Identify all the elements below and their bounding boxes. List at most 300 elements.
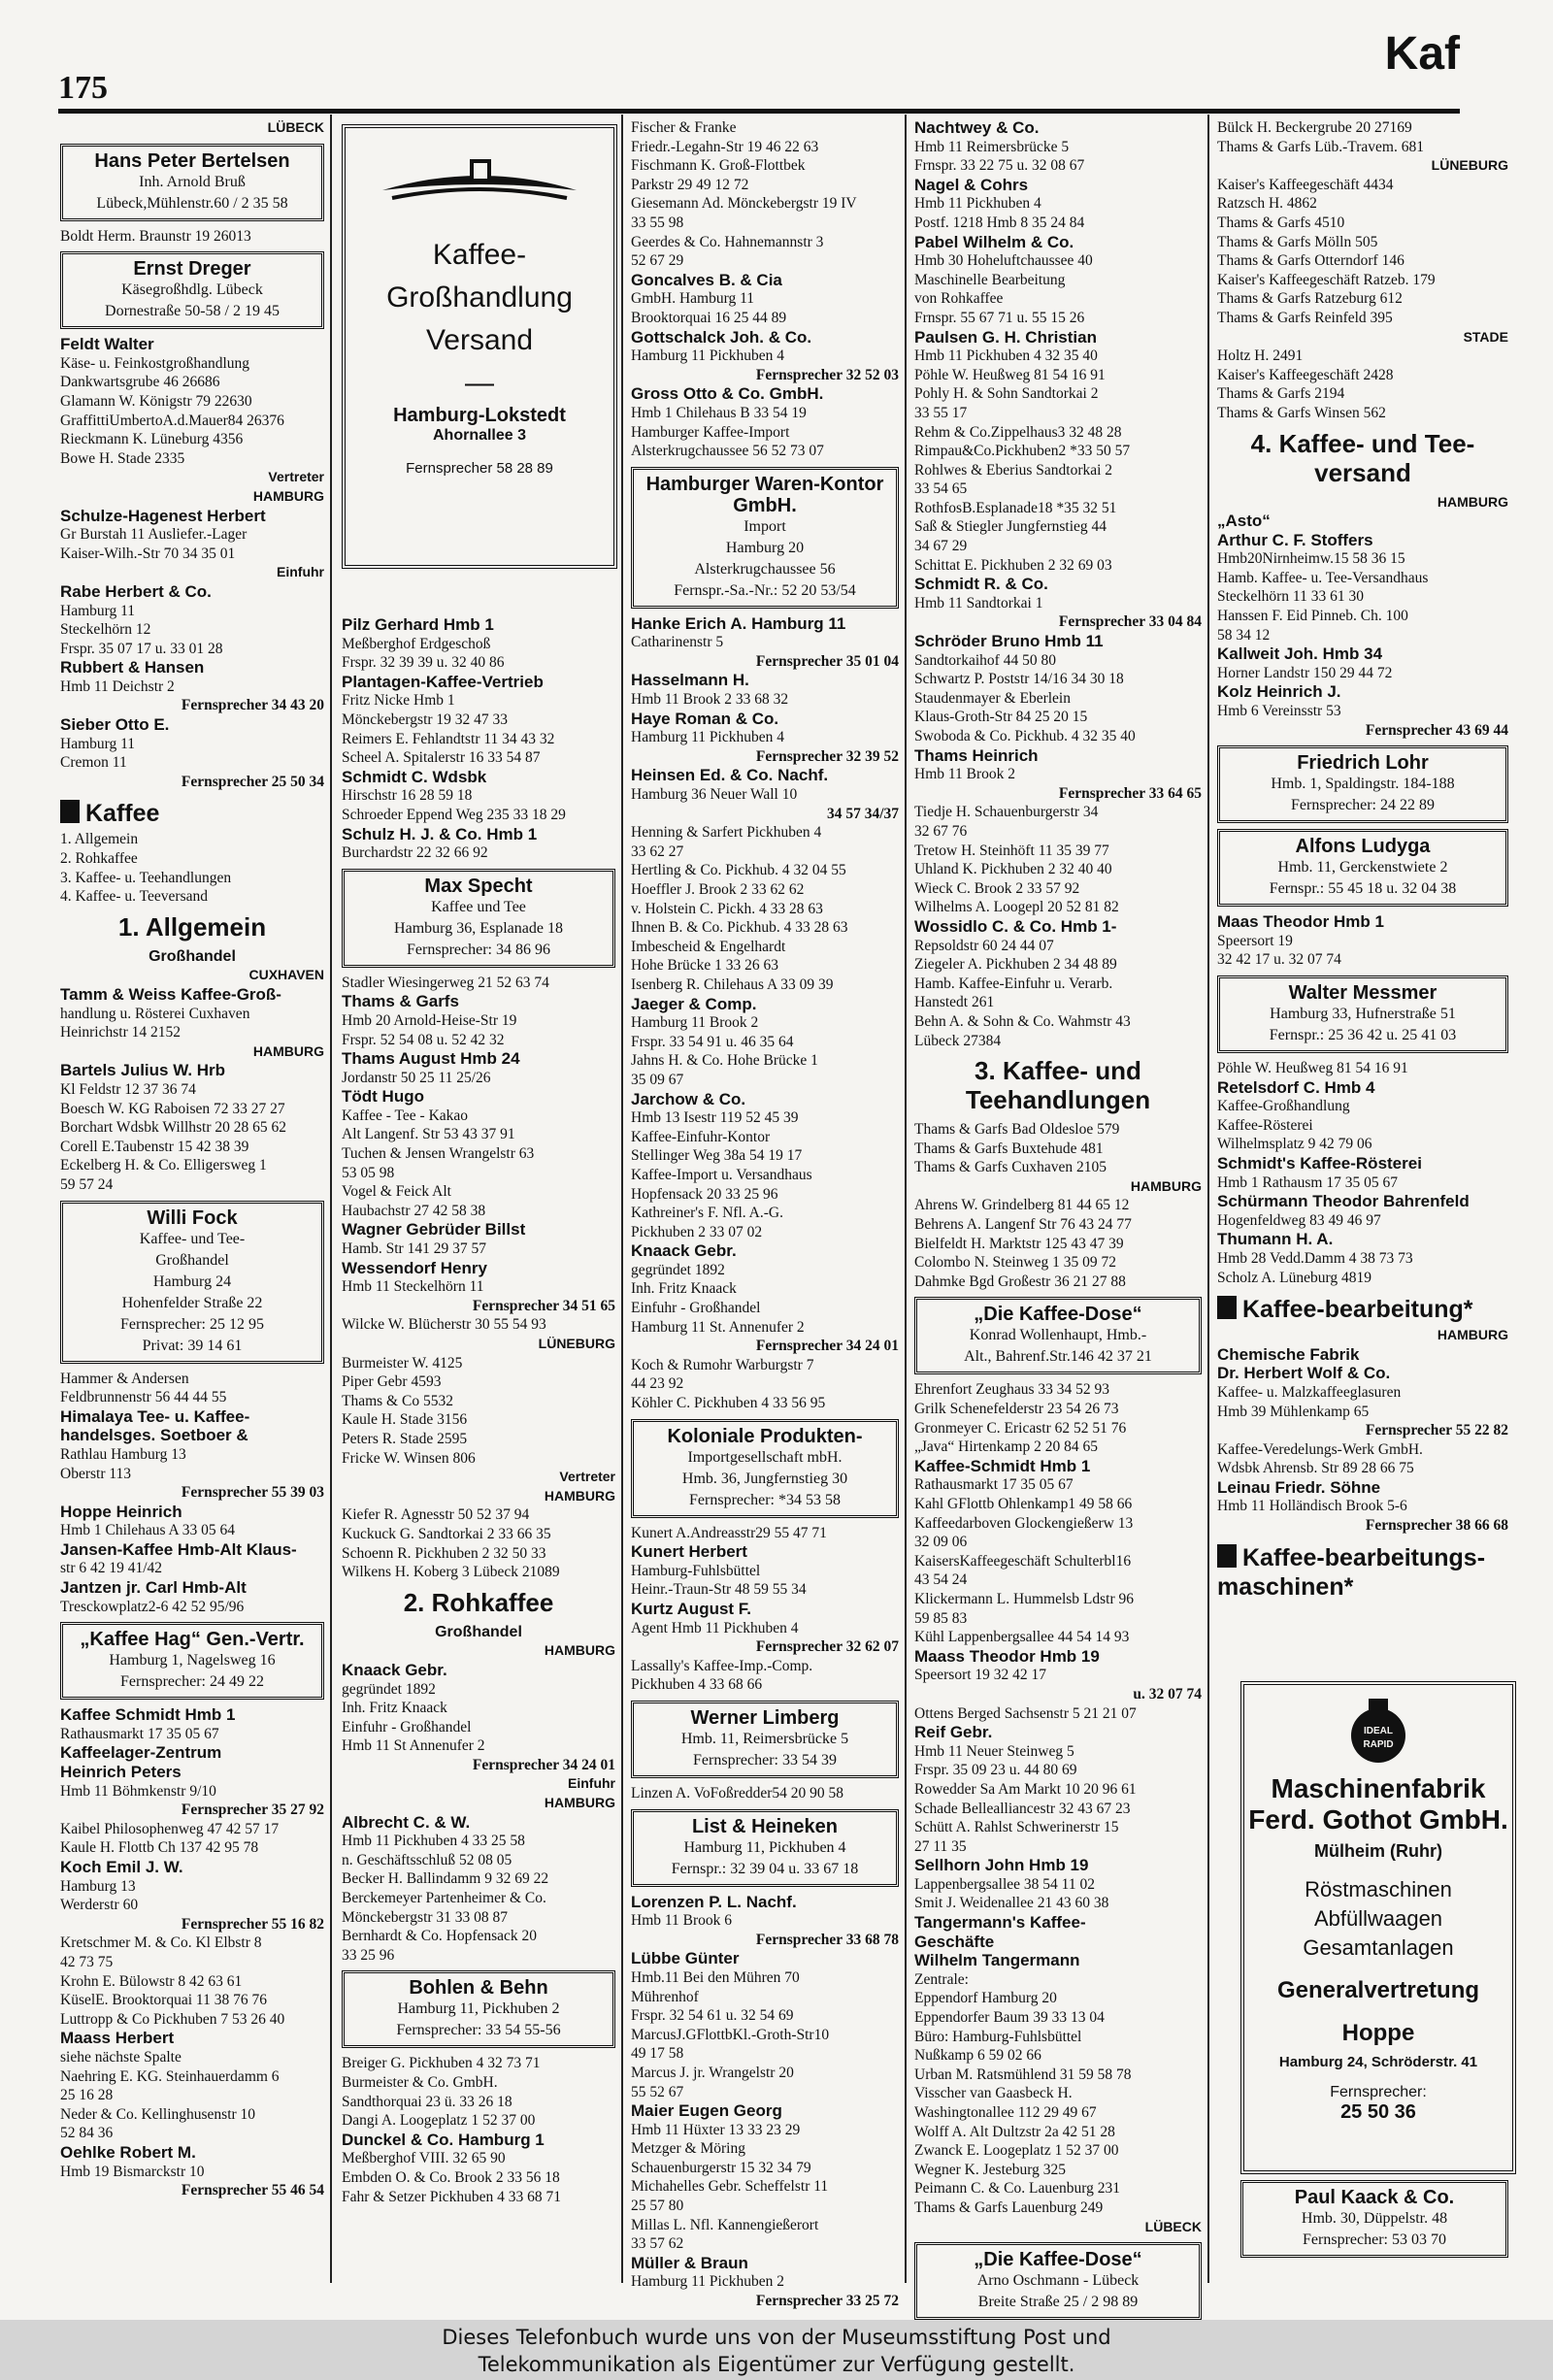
box-title: Friedrich Lohr — [1297, 752, 1429, 775]
box-line: Käsegroßhdlg. Lübeck — [121, 281, 263, 299]
box-line: Inh. Arnold Bruß — [139, 173, 246, 190]
listing-line: Inh. Fritz Knaack — [342, 1700, 447, 1717]
listing-line: Kaibel Philosophenweg 47 42 57 17 — [60, 1820, 280, 1837]
listing-name: Goncalves B. & Cia — [631, 270, 782, 289]
listing-line: Kaiser's Kaffeegeschäft 2428 — [1217, 366, 1394, 383]
listing-line: Wilhelmsplatz 9 42 79 06 — [1217, 1136, 1372, 1153]
box-line: Fernsprecher: 24 49 22 — [120, 1673, 264, 1691]
place-heading: LÜNEBURG — [1431, 157, 1508, 174]
listing-line: Kahl GFlottb Ohlenkamp1 49 58 66 — [914, 1496, 1133, 1512]
listing-line: 33 57 62 — [631, 2235, 684, 2253]
listing-name: handelsges. Soetboer & — [60, 1426, 248, 1445]
ad-company: Ferd. Gothot GmbH. — [1248, 1804, 1508, 1835]
listing-line: Frspr. 35 07 17 u. 33 01 28 — [60, 640, 223, 657]
listing-line: 25 16 28 — [60, 2087, 114, 2104]
listing-line: 44 23 92 — [631, 1375, 684, 1393]
listing-line: Ihnen B. & Co. Pickhub. 4 33 28 63 — [631, 919, 848, 937]
subsection-heading: 4. Kaffee- und Tee-versand — [1250, 428, 1475, 487]
box-line: Hmb. 11, Reimersbrücke 5 — [680, 1730, 849, 1747]
listing-line: Speersort 19 — [1217, 932, 1293, 949]
listing-line: Hmb 11 Pickhuben 4 32 35 40 — [914, 347, 1098, 365]
listing-line: Ratzsch H. 4862 — [1217, 195, 1317, 213]
listing-line: Hmb 20 Arnold-Heise-Str 19 — [342, 1011, 517, 1029]
listing-name: Tödt Hugo — [342, 1087, 424, 1107]
place-heading: HAMBURG — [252, 487, 324, 504]
listing-line: siehe nächste Spalte — [60, 2048, 182, 2066]
box-title: Willi Fock — [147, 1207, 238, 1229]
listing-line: Corell E.Taubenstr 15 42 38 39 — [60, 1138, 249, 1155]
listing-line: GmbH. Hamburg 11 — [631, 290, 755, 308]
listing-name: Kaffee-Schmidt Hmb 1 — [914, 1456, 1091, 1475]
phone-line: Fernsprecher 34 51 65 — [472, 1297, 615, 1314]
box-line: Hamburg 36, Esplanade 18 — [394, 919, 563, 937]
listing-line: Urban M. Ratsmühlend 31 59 58 78 — [914, 2066, 1132, 2083]
place-heading: HAMBURG — [252, 1042, 324, 1059]
listing-line: Meßberghof VIII. 32 65 90 — [342, 2150, 506, 2167]
ideal-rapid-logo-icon — [1343, 1697, 1413, 1767]
listing-name: Albrecht C. & W. — [342, 1812, 471, 1832]
listing-name: Leinau Friedr. Söhne — [1217, 1477, 1381, 1497]
column-1 — [60, 118, 324, 2293]
listing-line: Ahrens W. Grindelberg 81 44 65 12 — [914, 1197, 1130, 1214]
listing-name: Knaack Gebr. — [631, 1241, 737, 1261]
listing-name: Schulz H. J. & Co. Hmb 1 — [342, 824, 538, 843]
listing-name: Geschäfte — [914, 1932, 995, 1951]
listing-name: Lorenzen P. L. Nachf. — [631, 1892, 797, 1911]
listing-line: Hmb 6 Vereinsstr 53 — [1217, 703, 1341, 720]
listing-line: Hogenfeldweg 83 49 46 97 — [1217, 1211, 1381, 1229]
column-divider — [621, 115, 623, 2283]
listing-line: Neder & Co. Kellinghusenstr 10 — [60, 2105, 256, 2123]
listing-line: Kaffee - Tee - Kakao — [342, 1107, 469, 1124]
listing-line: Klaus-Groth-Str 84 25 20 15 — [914, 709, 1088, 726]
listing-box — [342, 1970, 615, 2048]
listing-line: Hamburg 11 St. Annenufer 2 — [631, 1318, 805, 1336]
listing-line: Repsoldstr 60 24 44 07 — [914, 937, 1054, 954]
listing-line: Kunert A.Andreasstr29 55 47 71 — [631, 1524, 827, 1541]
listing-line: 32 09 06 — [914, 1534, 968, 1551]
listing-line: Hmb 30 Hoheluftchaussee 40 — [914, 252, 1093, 270]
listing-line: Dangi A. Loogeplatz 1 52 37 00 — [342, 2112, 536, 2130]
listing-line: Nußkamp 6 59 02 66 — [914, 2047, 1041, 2065]
listing-line: Mönckebergstr 31 33 08 87 — [342, 1908, 509, 1926]
listing-line: Kaffee-Import u. Versandhaus — [631, 1166, 812, 1183]
listing-line: Hmb 11 Steckelhörn 11 — [342, 1278, 484, 1296]
ad-line: Versand — [425, 324, 534, 356]
listing-name: Chemische Fabrik — [1217, 1344, 1360, 1364]
box-title: Hans Peter Bertelsen — [94, 149, 290, 172]
listing-line: von Rohkaffee — [914, 290, 1004, 308]
listing-line: Hmb 11 Brook 6 — [631, 1912, 733, 1930]
column-divider — [1207, 115, 1209, 2283]
column-5 — [1217, 118, 1508, 1677]
listing-name: Kallweit Joh. Hmb 34 — [1217, 645, 1383, 664]
box-title: Hamburger Waren-Kontor GmbH. — [645, 473, 884, 516]
listing-name: Schmidt R. & Co. — [914, 575, 1048, 594]
listing-name: Tangermann's Kaffee- — [914, 1913, 1086, 1933]
ad-line: Großhandlung — [386, 281, 573, 314]
listing-name: Schröder Bruno Hmb 11 — [914, 632, 1104, 651]
listing-line: Catharinenstr 5 — [631, 634, 724, 651]
listing-name: Hasselmann H. — [631, 671, 749, 690]
phone-line: Fernsprecher 34 24 01 — [472, 1756, 615, 1773]
listing-line: Eckelberg H. & Co. Elligersweg 1 — [60, 1157, 267, 1174]
phone-line: Fernsprecher 25 50 34 — [181, 773, 324, 790]
listing-line: Frspr. 32 54 61 u. 32 54 69 — [631, 2007, 794, 2025]
listing-line: Hamburg 11 Brook 2 — [631, 1014, 759, 1032]
listing-line: Hmb 39 Mühlenkamp 65 — [1217, 1403, 1370, 1420]
place-heading: HAMBURG — [1130, 1177, 1202, 1194]
listing-line: Kaiser's Kaffeegeschäft Ratzeb. 179 — [1217, 271, 1436, 288]
ad-phone: Fernsprecher 58 28 89 — [406, 460, 553, 477]
listing-line: Kretschmer M. & Co. Kl Elbstr 8 — [60, 1934, 262, 1952]
listing-line: Inh. Fritz Knaack — [631, 1280, 737, 1298]
listing-line: Hmb 1 Chilehaus A 33 05 64 — [60, 1522, 235, 1539]
listing-line: Feldbrunnenstr 56 44 44 55 — [60, 1389, 227, 1406]
listing-line: Thams & Garfs Bad Oldesloe 579 — [914, 1121, 1120, 1139]
listing-line: Thams & Co 5532 — [342, 1392, 453, 1409]
listing-line: Naehring E. KG. Steinhauerdamm 6 — [60, 2067, 280, 2085]
listing-line: Fischer & Franke — [631, 119, 737, 136]
listing-line: Thams & Garfs Buxtehude 481 — [914, 1140, 1104, 1157]
place-heading: Vertreter — [559, 1469, 615, 1485]
box-line: Fernspr.-Sa.-Nr.: 52 20 53/54 — [674, 581, 856, 599]
listing-line: Thams & Garfs Otterndorf 146 — [1217, 252, 1404, 270]
listing-line: Hamburg 11 — [60, 602, 136, 619]
svg-text:RAPID: RAPID — [1363, 1739, 1394, 1750]
listing-line: 42 73 75 — [60, 1953, 114, 1970]
listing-line: Klickermann L. Hummelsb Ldstr 96 — [914, 1590, 1134, 1607]
phone-line: Fernsprecher 34 43 20 — [181, 697, 324, 714]
section-heading-text: Kaffee-bearbeitung* — [1242, 1296, 1473, 1324]
phone-line: Fernsprecher 35 01 04 — [755, 652, 899, 670]
listing-box — [60, 251, 324, 329]
listing-line: Hmb 19 Bismarckstr 10 — [60, 2163, 205, 2180]
svg-text:IDEAL: IDEAL — [1364, 1726, 1393, 1736]
listing-name: Kaffeelager-Zentrum — [60, 1743, 222, 1763]
listing-line: Hohe Brücke 1 33 26 63 — [631, 957, 778, 975]
listing-line: Mönckebergstr 19 32 47 33 — [342, 711, 509, 728]
listing-line: 55 52 67 — [631, 2083, 684, 2100]
listing-box — [60, 144, 324, 221]
section-heading — [1217, 1295, 1508, 1324]
listing-line: Vogel & Feick Alt — [342, 1183, 451, 1201]
subsection-label: Großhandel — [435, 1623, 522, 1640]
listing-line: Kaiser's Kaffeegeschäft 4434 — [1217, 176, 1394, 193]
listing-line: Tresckowplatz2-6 42 52 95/96 — [60, 1598, 245, 1615]
listing-line: Kaiser-Wilh.-Str 70 34 35 01 — [60, 545, 236, 562]
listing-line: Jahns H. & Co. Hohe Brücke 1 — [631, 1052, 818, 1070]
listing-line: Wolff A. Alt Dultzstr 2a 42 51 28 — [914, 2123, 1115, 2140]
listing-line: Cremon 11 — [60, 754, 127, 772]
listing-line: Rathausmarkt 17 35 05 67 — [60, 1725, 219, 1742]
box-title: Bohlen & Behn — [409, 1977, 548, 2000]
listing-line: Jordanstr 50 25 11 25/26 — [342, 1069, 491, 1086]
listing-name: Heinrich Peters — [60, 1763, 182, 1782]
listing-line: Frnspr. 55 67 71 u. 55 15 26 — [914, 309, 1085, 326]
box-line: Hmb. 1, Spaldingstr. 184-188 — [1271, 776, 1455, 793]
listing-box — [631, 467, 899, 609]
listing-name: Maas Theodor Hmb 1 — [1217, 912, 1384, 932]
listing-line: Kuckuck G. Sandtorkai 2 33 66 35 — [342, 1525, 551, 1542]
listing-line: Kühl Lappenbergsallee 44 54 14 93 — [914, 1629, 1130, 1646]
listing-line: Köhler C. Pickhuben 4 33 56 95 — [631, 1395, 826, 1412]
listing-line: Alt Langenf. Str 53 43 37 91 — [342, 1126, 515, 1143]
listing-line: Tuchen & Jensen Wrangelstr 63 — [342, 1145, 535, 1163]
listing-name: Feldt Walter — [60, 335, 154, 354]
box-title: Walter Messmer — [1288, 982, 1437, 1004]
listing-line: Brooktorquai 16 25 44 89 — [631, 309, 787, 326]
place-heading: LÜBECK — [267, 119, 324, 135]
listing-line: Gronmeyer C. Ericastr 62 52 51 76 — [914, 1419, 1127, 1437]
listing-box — [1217, 975, 1508, 1053]
listing-line: Hmb 11 Pickhuben 4 — [914, 195, 1041, 213]
box-line: Dornestraße 50-58 / 2 19 45 — [105, 303, 280, 320]
box-line: Fernspr.: 32 39 04 u. 33 67 18 — [671, 1860, 859, 1877]
box-line: Hamburg 20 — [725, 539, 805, 556]
listing-name: Haye Roman & Co. — [631, 709, 779, 728]
column-divider — [330, 115, 332, 2283]
box-title: „Die Kaffee-Dose“ — [974, 2249, 1142, 2271]
listing-line: Giesemann Ad. Mönckebergstr 19 IV — [631, 195, 857, 213]
listing-line: Hanssen F. Eid Pinneb. Ch. 100 — [1217, 608, 1408, 625]
listing-line: Pöhle W. Heußweg 81 54 16 91 — [1217, 1060, 1408, 1076]
listing-name: Kunert Herbert — [631, 1542, 747, 1562]
ad-company: Maschinenfabrik — [1271, 1773, 1486, 1803]
listing-line: Luttropp & Co Pickhuben 7 53 26 40 — [60, 2010, 285, 2028]
ad-address: Hamburg 24, Schröderstr. 41 — [1278, 2054, 1478, 2070]
listing-line: Thams & Garfs Lüb.-Travem. 681 — [1217, 138, 1424, 155]
listing-line: Kaffee-Rösterei — [1217, 1116, 1313, 1134]
column-divider — [905, 115, 907, 2283]
phone-line: Fernsprecher 43 69 44 — [1365, 721, 1508, 739]
listing-line: Visscher van Gaasbeck H. — [914, 2085, 1073, 2102]
listing-line: Hmb 11 St Annenufer 2 — [342, 1737, 485, 1755]
listing-line: Kaule H. Stade 3156 — [342, 1411, 468, 1429]
listing-line: Tiedje H. Schauenburgerstr 34 — [914, 804, 1099, 821]
listing-line: Kathreiner's F. Nfl. A.-G. — [631, 1205, 783, 1222]
phone-line: Fernsprecher 55 46 54 — [181, 2182, 324, 2199]
listing-line: „Java“ Hirtenkamp 2 20 84 65 — [914, 1438, 1098, 1456]
listing-name: Wagner Gebrüder Billst — [342, 1220, 526, 1240]
listing-name: Jantzen jr. Carl Hmb-Alt — [60, 1578, 247, 1598]
listing-line: MarcusJ.GFlottbKl.-Groth-Str10 — [631, 2026, 830, 2043]
box-line: Breite Straße 25 / 2 98 89 — [977, 2294, 1139, 2311]
listing-line: Sandthorquai 23 ü. 33 26 18 — [342, 2093, 512, 2110]
listing-name: Sieber Otto E. — [60, 715, 170, 735]
listing-line: Wdsbk Ahrensb. Str 89 28 66 75 — [1217, 1460, 1414, 1477]
listing-line: Käse- u. Feinkostgroßhandlung — [60, 354, 250, 372]
listing-line: GraffittiUmbertoA.d.Mauer84 26376 — [60, 412, 284, 429]
listing-line: Frspr. 52 54 08 u. 52 42 32 — [342, 1031, 505, 1048]
box-line: Alsterkrugchaussee 56 — [694, 560, 836, 578]
listing-line: 33 55 98 — [631, 214, 684, 231]
listing-line: Thams & Garfs Reinfeld 395 — [1217, 309, 1393, 326]
ad-representation: Generalvertretung — [1276, 1977, 1480, 2003]
listing-line: 33 62 27 — [631, 843, 684, 860]
listing-line: Colombo N. Steinweg 1 35 09 72 — [914, 1254, 1116, 1272]
listing-line: Dankwartsgrube 46 26686 — [60, 374, 220, 391]
listing-line: Wilcke W. Blücherstr 30 55 54 93 — [342, 1316, 546, 1334]
ad-dash: — — [465, 367, 494, 399]
box-line: Hmb. 36, Jungfernstieg 30 — [681, 1470, 848, 1487]
listing-line: Hamburg 13 — [60, 1877, 136, 1895]
listing-line: Maschinelle Bearbeitung — [914, 271, 1066, 288]
ad-phone-label: Fernsprecher: — [1330, 2084, 1427, 2100]
listing-line: Behrens A. Langenf Str 76 43 24 77 — [914, 1216, 1132, 1234]
listing-line: Washingtonallee 112 29 49 67 — [914, 2104, 1097, 2121]
box-line: Großhandel — [155, 1251, 229, 1269]
listing-name: Gottschalck Joh. & Co. — [631, 327, 812, 347]
listing-line: Fritz Nicke Hmb 1 — [342, 692, 455, 710]
listing-line: Zentrale: — [914, 1970, 969, 1988]
listing-line: Kaffee- u. Malzkaffeeglasuren — [1217, 1383, 1402, 1401]
listing-line: Holtz H. 2491 — [1217, 347, 1304, 365]
listing-name: Maier Eugen Georg — [631, 2101, 782, 2121]
listing-name: Thams & Garfs — [342, 992, 459, 1011]
place-heading: HAMBURG — [544, 1642, 615, 1659]
listing-line: Schauenburgerstr 15 32 34 79 — [631, 2159, 811, 2176]
listing-name: Maass Herbert — [60, 2029, 175, 2048]
phone-line: Fernsprecher 32 62 07 — [755, 1638, 899, 1656]
listing-name: Wilhelm Tangermann — [914, 1951, 1080, 1970]
ad-representation: Hoppe — [1341, 2020, 1415, 2046]
listing-line: Hamburg 11 Pickhuben 4 — [631, 729, 784, 746]
listing-line: Burmeister W. 4125 — [342, 1354, 463, 1372]
column-4 — [914, 118, 1202, 2311]
listing-line: 1. Allgemein — [60, 831, 139, 848]
subsection-heading: 2. Rohkaffee — [403, 1587, 554, 1617]
listing-line: 4. Kaffee- u. Teeversand — [60, 888, 208, 906]
listing-name: Jansen-Kaffee Hmb-Alt Klaus- — [60, 1539, 297, 1559]
listing-line: gegründet 1892 — [631, 1261, 725, 1278]
listing-line: Staudenmayer & Eberlein — [914, 689, 1071, 707]
place-heading: HAMBURG — [1437, 493, 1508, 510]
box-title: Ernst Dreger — [133, 258, 251, 281]
place-heading: Einfuhr — [277, 564, 324, 580]
listing-line: Scholz A. Lüneburg 4819 — [1217, 1269, 1372, 1286]
listing-box — [914, 1297, 1202, 1374]
box-title: Alfons Ludyga — [1295, 836, 1431, 858]
listing-line: Kl Feldstr 12 37 36 74 — [60, 1080, 196, 1098]
box-line: Konrad Wollenhaupt, Hmb.- — [969, 1327, 1147, 1344]
listing-line: Rieckmann K. Lüneburg 4356 — [60, 431, 244, 448]
box-line: Hamburg 24 — [152, 1273, 232, 1290]
listing-line: Marcus J. jr. Wrangelstr 20 — [631, 2064, 794, 2081]
listing-line: Hmb 11 Sandtorkai 1 — [914, 594, 1043, 612]
listing-line: 52 84 36 — [60, 2125, 114, 2142]
phone-line: Fernsprecher 55 22 82 — [1365, 1422, 1508, 1439]
listing-line: Hmb 11 Neuer Steinweg 5 — [914, 1742, 1074, 1760]
listing-line: Hmb 11 Böhmkenstr 9/10 — [60, 1782, 216, 1800]
listing-line: 33 54 65 — [914, 480, 968, 498]
listing-line: Behn A. & Sohn & Co. Wahmstr 43 — [914, 1012, 1131, 1030]
box-line: Fernsprecher: 33 54 55-56 — [396, 2022, 561, 2039]
listing-line: Hmb 11 Holländisch Brook 5-6 — [1217, 1498, 1407, 1515]
listing-line: Millas L. Nfl. Kannengießerort — [631, 2216, 819, 2233]
ad-street: Ahornallee 3 — [432, 427, 527, 444]
listing-line: Frnspr. 33 22 75 u. 32 08 67 — [914, 157, 1085, 175]
listing-line: Hmb 13 Isestr 119 52 45 39 — [631, 1109, 799, 1127]
listing-name: Heinsen Ed. & Co. Nachf. — [631, 766, 829, 785]
box-line: Hamburg 11, Pickhuben 4 — [683, 1838, 846, 1856]
listing-line: Hamburg 11 Pickhuben 4 — [631, 347, 784, 365]
listing-line: handlung u. Rösterei Cuxhaven — [60, 1005, 250, 1022]
listing-line: Meßberghof Erdgeschoß — [342, 635, 491, 652]
listing-line: Hmb20Nirnheimw.15 58 36 15 — [1217, 550, 1405, 568]
listing-line: Thams & Garfs Mölln 505 — [1217, 233, 1378, 250]
listing-line: 32 67 76 — [914, 822, 968, 840]
listing-name: Schmidt C. Wdsbk — [342, 767, 487, 786]
listing-line: Wilkens H. Koberg 3 Lübeck 21089 — [342, 1564, 560, 1581]
listing-line: Rathausmarkt 17 35 05 67 — [914, 1476, 1074, 1494]
phone-line: Fernsprecher 38 66 68 — [1365, 1517, 1508, 1535]
subsection-label: Großhandel — [149, 947, 236, 965]
archive-notice-line: Dieses Telefonbuch wurde uns von der Museumsstiftung Post und — [442, 2326, 1111, 2349]
listing-line: Hirschstr 16 28 59 18 — [342, 787, 473, 805]
listing-line: Postf. 1218 Hmb 8 35 24 84 — [914, 214, 1085, 231]
subsection-heading: 3. Kaffee- und Teehandlungen — [965, 1056, 1151, 1115]
place-heading: STADE — [1463, 328, 1508, 345]
listing-line: Krohn E. Bülowstr 8 42 63 61 — [60, 1972, 243, 1990]
box-line: Fernspr.: 55 45 18 u. 32 04 38 — [1269, 880, 1457, 898]
listing-name: Reif Gebr. — [914, 1723, 993, 1742]
running-head: Kaf — [1384, 28, 1460, 80]
phone-line: u. 32 07 74 — [1133, 1685, 1202, 1702]
box-line: Importgesellschaft mbH. — [687, 1448, 843, 1466]
listing-line: Lassally's Kaffee-Imp.-Comp. — [631, 1657, 813, 1674]
subsection-heading: 1. Allgemein — [117, 911, 267, 942]
box-line: Fernspr.: 25 36 42 u. 25 41 03 — [1269, 1027, 1457, 1043]
section-marker-icon — [1217, 1296, 1237, 1319]
listing-line: Stellinger Weg 38a 54 19 17 — [631, 1147, 803, 1165]
listing-line: Heinrichstr 14 2152 — [60, 1024, 181, 1041]
box-line: Arno Oschmann - Lübeck — [976, 2272, 1140, 2290]
box-title: Paul Kaack & Co. — [1294, 2187, 1455, 2208]
listing-name: Nachtwey & Co. — [914, 118, 1040, 137]
listing-line: Schoenn R. Pickhuben 2 32 50 33 — [342, 1544, 546, 1562]
page-number: 175 — [58, 70, 108, 106]
listing-line: Hoeffler J. Brook 2 33 62 62 — [631, 881, 805, 898]
listing-line: Henning & Sarfert Pickhuben 4 — [631, 824, 822, 842]
listing-line: Smit J. Weidenallee 21 43 60 38 — [914, 1895, 1109, 1912]
listing-line: Geerdes & Co. Hahnemannstr 3 — [631, 233, 824, 250]
box-line: Fernsprecher: 24 22 89 — [1291, 797, 1435, 814]
phone-line: Fernsprecher 34 24 01 — [755, 1338, 899, 1355]
listing-name: Himalaya Tee- u. Kaffee- — [60, 1406, 250, 1426]
listing-line: Steckelhörn 11 33 61 30 — [1217, 588, 1364, 606]
listing-line: Heinr.-Traun-Str 48 59 55 34 — [631, 1581, 807, 1599]
section-heading — [60, 799, 324, 828]
listing-line: Frspr. 35 09 23 u. 44 80 69 — [914, 1762, 1077, 1779]
listing-line: Breiger G. Pickhuben 4 32 73 71 — [342, 2055, 541, 2072]
listing-line: Reimers E. Fehlandtstr 11 34 43 32 — [342, 730, 555, 747]
listing-name: Arthur C. F. Stoffers — [1217, 530, 1373, 549]
listing-name: Schulze-Hagenest Herbert — [60, 506, 266, 525]
listing-box — [1217, 829, 1508, 907]
listing-line: 34 67 29 — [914, 538, 968, 555]
listing-line: Thams & Garfs Winsen 562 — [1217, 404, 1386, 421]
box-title: Max Specht — [424, 875, 533, 897]
box-title: List & Heineken — [691, 1815, 839, 1837]
box-line: Import — [743, 517, 786, 535]
listing-name: Gross Otto & Co. GmbH. — [631, 384, 824, 404]
listing-line: Einfuhr - Großhandel — [631, 1300, 761, 1317]
listing-line: Swoboda & Co. Pickhub. 4 32 35 40 — [914, 728, 1136, 744]
listing-line: Hmb 11 Reimersbrücke 5 — [914, 138, 1070, 155]
listing-name: Maass Theodor Hmb 19 — [914, 1646, 1100, 1666]
listing-line: Eppendorf Hamburg 20 — [914, 1990, 1057, 2007]
